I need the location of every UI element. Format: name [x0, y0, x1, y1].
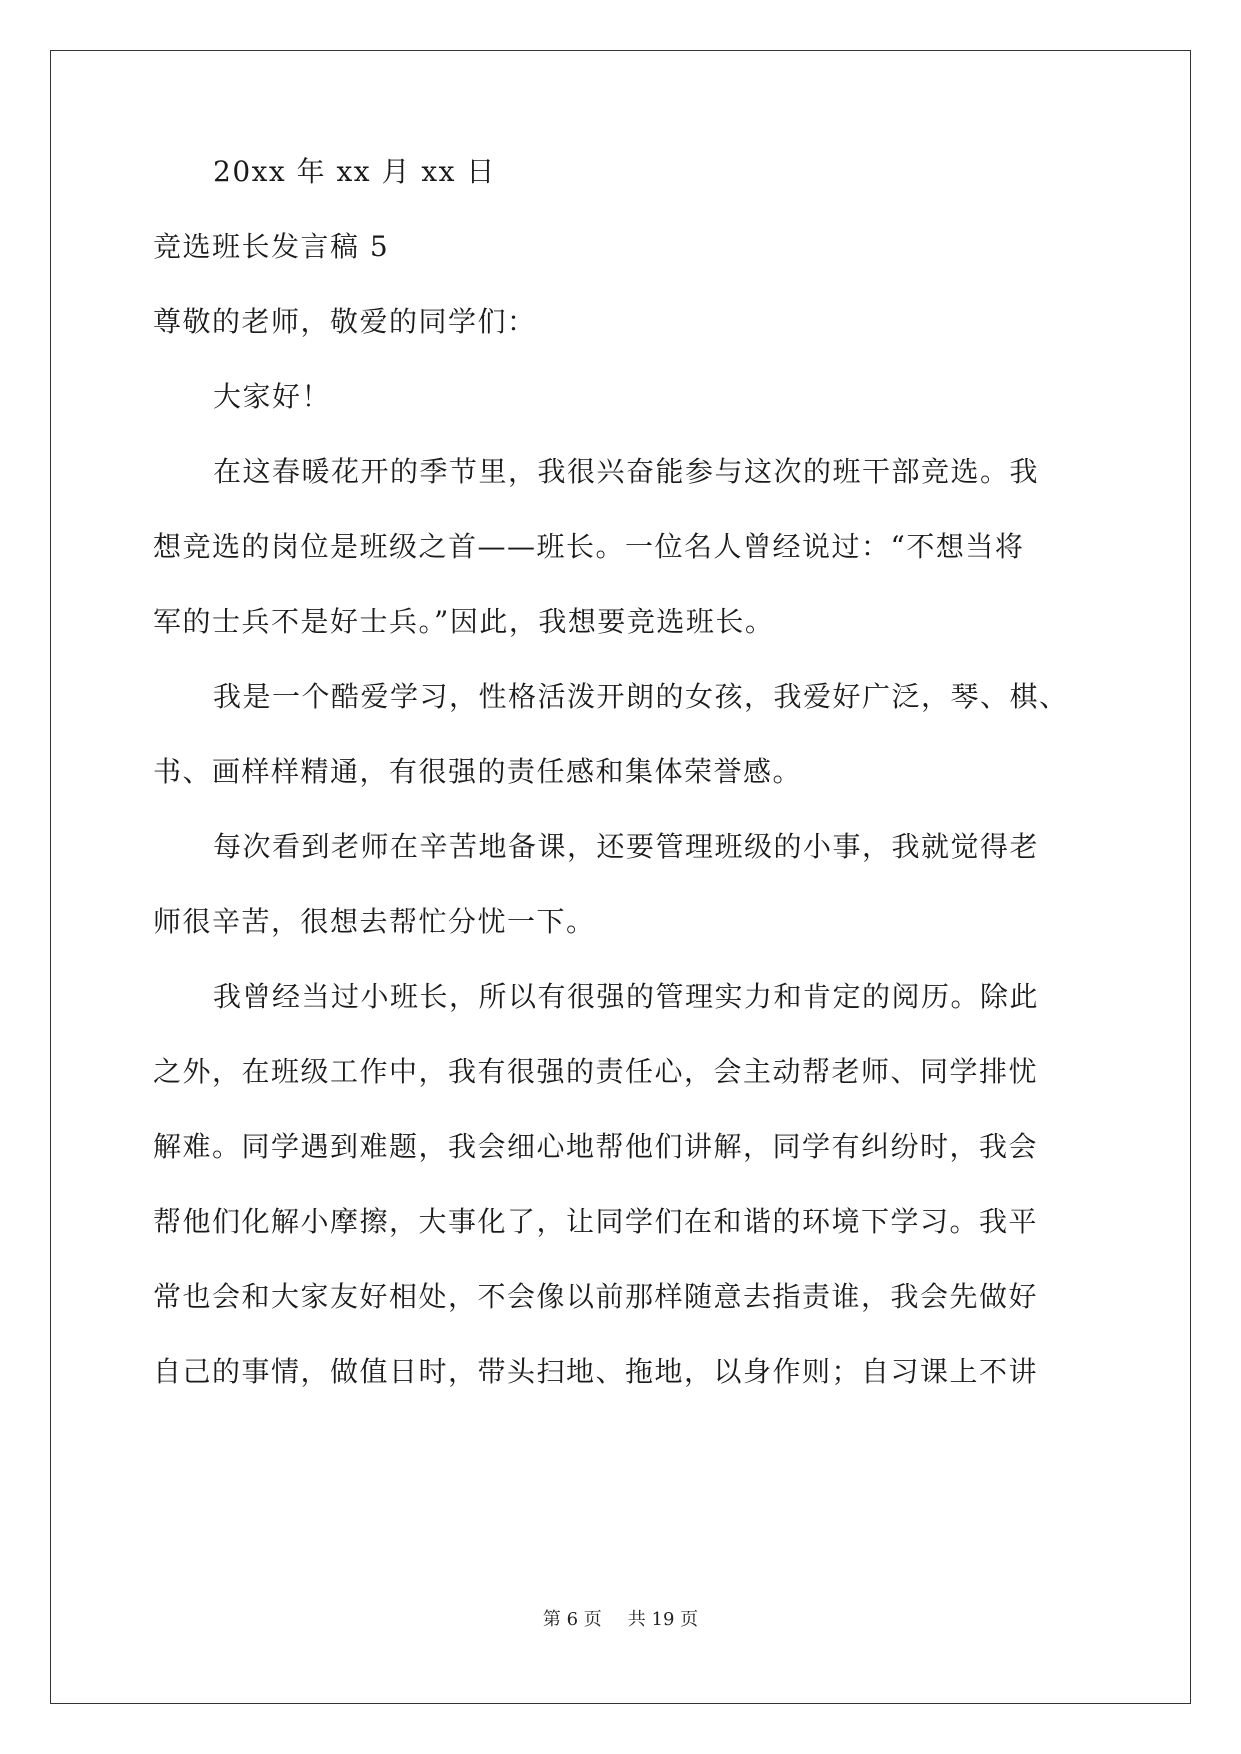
paragraph-line: 解难。同学遇到难题，我会细心地帮他们讲解，同学有纠纷时，我会: [153, 1130, 1039, 1163]
document-heading: 竞选班长发言稿 5: [153, 230, 390, 263]
page-border: [50, 50, 1191, 1704]
total-pages: 共 19 页: [627, 1609, 699, 1630]
paragraph-line: 帮他们化解小摩擦，大事化了，让同学们在和谐的环境下学习。我平: [153, 1205, 1039, 1238]
paragraph-line: 我是一个酷爱学习，性格活泼开朗的女孩，我爱好广泛，琴、棋、: [213, 680, 1069, 713]
date-line: 20xx 年 xx 月 xx 日: [213, 155, 496, 188]
paragraph-line: 我曾经当过小班长，所以有很强的管理实力和肯定的阅历。除此: [213, 980, 1040, 1013]
paragraph-line: 师很辛苦，很想去帮忙分忧一下。: [153, 905, 596, 938]
paragraph-line: 军的士兵不是好士兵。”因此，我想要竞选班长。: [153, 605, 775, 638]
paragraph-line: 在这春暖花开的季节里，我很兴奋能参与这次的班干部竞选。我: [213, 455, 1040, 488]
salutation: 尊敬的老师，敬爱的同学们：: [153, 305, 537, 338]
paragraph-line: 书、画样样精通，有很强的责任感和集体荣誉感。: [153, 755, 803, 788]
paragraph-line: 每次看到老师在辛苦地备课，还要管理班级的小事，我就觉得老: [213, 830, 1040, 863]
page-footer: [0, 1608, 1241, 1632]
paragraph-line: 想竞选的岗位是班级之首——班长。一位名人曾经说过：“不想当将: [153, 530, 1025, 563]
current-page-number: 第 6 页: [542, 1609, 602, 1630]
paragraph-line: 自己的事情，做值日时，带头扫地、拖地，以身作则；自习课上不讲: [153, 1355, 1039, 1388]
greeting: 大家好！: [213, 380, 332, 413]
paragraph-line: 常也会和大家友好相处，不会像以前那样随意去指责谁，我会先做好: [153, 1280, 1039, 1313]
paragraph-line: 之外，在班级工作中，我有很强的责任心，会主动帮老师、同学排忧: [153, 1055, 1039, 1088]
